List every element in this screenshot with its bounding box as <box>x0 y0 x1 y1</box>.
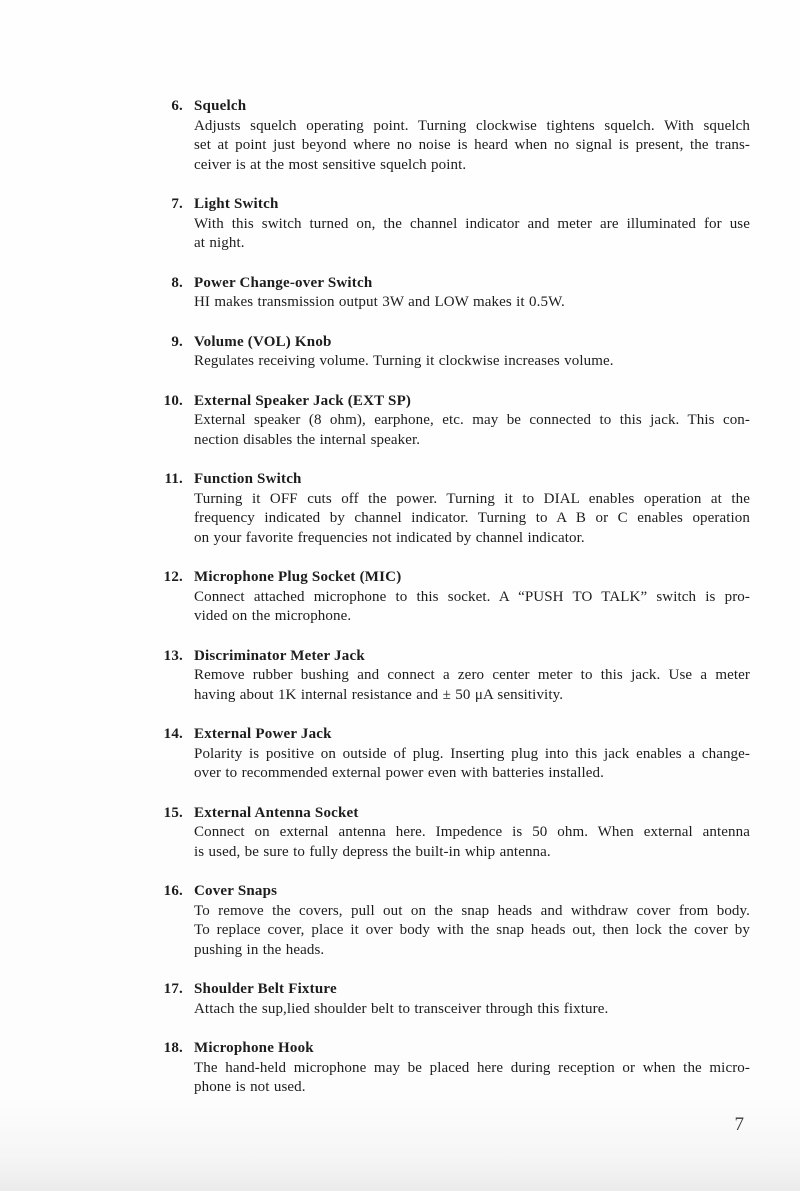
item-title: Volume (VOL) Knob <box>194 333 332 350</box>
body-line: External speaker (8 ohm), earphone, etc. may be connected to this jack. This con- <box>194 412 750 428</box>
body-line: vided on the microphone. <box>194 608 352 624</box>
body-line: Turning it OFF cuts off the power. Turning it to DIAL enables operation at the <box>194 490 750 507</box>
item-title: External Power Jack <box>194 726 332 742</box>
item-content <box>194 274 750 313</box>
item-number: 13. <box>163 647 183 664</box>
item-body <box>194 352 750 372</box>
item-body <box>194 411 750 450</box>
body-line: Connect attached microphone to this socket. A “PUSH TO TALK” switch is pro- <box>194 588 750 605</box>
item-body <box>194 745 750 784</box>
item-body <box>194 490 750 549</box>
list-item <box>153 392 753 451</box>
item-number: 17. <box>163 981 183 997</box>
item-number: 14. <box>163 726 183 742</box>
item-body <box>194 1059 750 1098</box>
body-line: Polarity is positive on outside of plug. Inserting plug into this jack enables a change- <box>194 745 750 762</box>
item-title: External Antenna Socket <box>194 804 359 821</box>
item-number: 15. <box>163 804 183 821</box>
item-body <box>194 666 750 705</box>
list-item <box>153 195 753 254</box>
body-line: Regulates receiving volume. Turning it clockwise increases volume. <box>194 353 614 369</box>
body-line: having about 1K internal resistance and ± 50 μA sensitivity. <box>194 686 564 703</box>
item-content <box>194 568 750 627</box>
item-content <box>194 470 750 548</box>
body-line: phone is not used. <box>194 1079 306 1095</box>
item-title: Cover Snaps <box>194 883 278 899</box>
item-title: Power Change-over Switch <box>194 274 373 291</box>
item-title: Squelch <box>194 98 247 114</box>
list-item <box>153 1039 753 1098</box>
body-line: ceiver is at the most sensitive squelch point. <box>194 156 467 173</box>
body-line: nection disables the internal speaker. <box>194 431 421 448</box>
page-number: 7 <box>734 1114 744 1135</box>
item-content <box>194 725 750 784</box>
item-content <box>194 195 750 254</box>
item-content <box>194 804 750 863</box>
body-line: The hand-held microphone may be placed here during reception or when the micro- <box>194 1059 750 1076</box>
item-body <box>194 902 750 961</box>
item-body <box>194 117 750 176</box>
item-title: External Speaker Jack (EXT SP) <box>194 392 412 409</box>
body-line: set at point just beyond where no noise is heard when no signal is present, the trans- <box>194 137 750 153</box>
body-line: Adjusts squelch operating point. Turning clockwise tightens squelch. With squelch <box>194 117 750 134</box>
body-line: Connect on external antenna here. Impedence is 50 ohm. When external antenna <box>194 824 750 840</box>
body-line: is used, be sure to fully depress the built-in whip antenna. <box>194 843 551 860</box>
body-line: over to recommended external power even with batteries installed. <box>194 765 604 781</box>
body-line: at night. <box>194 235 245 251</box>
item-body <box>194 588 750 627</box>
item-content <box>194 647 750 706</box>
list-item <box>153 980 753 1019</box>
body-line: With this switch turned on, the channel indicator and meter are illuminated for use <box>194 215 750 232</box>
item-number: 18. <box>163 1040 183 1056</box>
item-content <box>194 333 750 372</box>
body-line: Attach the sup,lied shoulder belt to transceiver through this fixture. <box>194 1000 609 1017</box>
item-title: Function Switch <box>194 471 302 487</box>
item-title: Microphone Hook <box>194 1040 314 1056</box>
item-number: 7. <box>171 196 183 212</box>
body-line: Remove rubber bushing and connect a zero center meter to this jack. Use a meter <box>194 667 750 683</box>
body-line: pushing in the heads. <box>194 941 325 958</box>
item-number: 9. <box>171 333 183 350</box>
body-line: To replace cover, place it over body with the snap heads out, then lock the cover by <box>194 922 750 938</box>
list-item <box>153 568 753 627</box>
body-line: frequency indicated by channel indicator. Turning to A B or C enables operation <box>194 510 750 526</box>
item-content <box>194 97 750 175</box>
list-item <box>153 725 753 784</box>
item-content <box>194 1039 750 1098</box>
list-item <box>153 97 753 175</box>
item-body <box>194 1000 750 1020</box>
item-content <box>194 980 750 1019</box>
item-number: 10. <box>163 392 183 409</box>
item-number: 12. <box>163 569 183 585</box>
item-body <box>194 293 750 313</box>
item-title: Discriminator Meter Jack <box>194 647 365 664</box>
list-item <box>153 470 753 548</box>
list-item <box>153 647 753 706</box>
body-line: HI makes transmission output 3W and LOW makes it 0.5W. <box>194 294 565 310</box>
item-number: 11. <box>164 471 183 487</box>
item-title: Microphone Plug Socket (MIC) <box>194 569 402 585</box>
list-item <box>153 333 753 372</box>
item-content <box>194 882 750 960</box>
list-item <box>153 882 753 960</box>
list-item <box>153 274 753 313</box>
item-body <box>194 823 750 862</box>
item-number: 6. <box>171 98 183 114</box>
item-number: 8. <box>171 274 183 291</box>
item-number: 16. <box>163 883 183 899</box>
item-content <box>194 392 750 451</box>
item-title: Shoulder Belt Fixture <box>194 981 337 997</box>
body-line: To remove the covers, pull out on the snap heads and withdraw cover from body. <box>194 902 750 919</box>
list-item <box>153 804 753 863</box>
item-body <box>194 215 750 254</box>
item-title: Light Switch <box>194 196 279 212</box>
body-line: on your favorite frequencies not indicated by channel indicator. <box>194 529 585 546</box>
items-list <box>153 97 753 1118</box>
